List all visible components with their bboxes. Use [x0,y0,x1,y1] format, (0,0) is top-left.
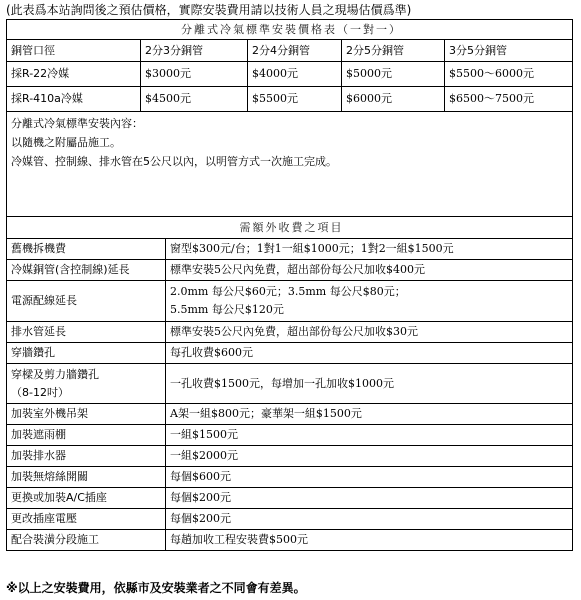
fee-price-text: 每趟加收工程安裝費$500元 [170,533,308,546]
extra-fee-title: 需額外收費之項目 [7,217,573,239]
fee-price-text: 5.5mm 每公尺$120元 [170,303,284,316]
price-cell: $6500～7500元 [445,87,573,112]
extra-fee-row [7,446,573,467]
fee-price-cell [166,467,573,488]
fee-price-cell [166,530,573,551]
standard-install-notes [7,112,573,217]
fee-item-label: 加裝排水器 [11,449,66,462]
header-cell: 2分5分銅管 [342,40,445,62]
extra-fee-row [7,322,573,343]
fee-item-cell [7,404,166,425]
fee-item-cell [7,343,166,364]
fee-price-cell [166,446,573,467]
fee-item-cell [7,467,166,488]
fee-item-cell [7,425,166,446]
fee-price-text: 標準安裝5公尺內免費，超出部份每公尺加收$30元 [170,325,418,338]
fee-item-label: 排水管延長 [11,325,66,338]
fee-item-label: （8-12吋） [11,385,69,399]
fee-item-label: 穿樑及剪力牆鑽孔 [11,367,99,381]
price-table [6,19,573,217]
fee-price-text: 一孔收費$1500元，每增加一孔加收$1000元 [170,376,394,390]
fee-item-cell [7,446,166,467]
fee-price-text: A架一組$800元；豪華架一組$1500元 [170,407,362,420]
fee-item-cell [7,364,166,404]
extra-fee-table [6,216,573,551]
fee-item-label: 更換或加裝A/C插座 [11,491,107,504]
fee-price-text: 每個$200元 [170,491,231,504]
fee-price-text: 標準安裝5公尺內免費，超出部份每公尺加收$400元 [170,263,425,276]
extra-fee-row [7,425,573,446]
fee-item-cell [7,322,166,343]
note-line: 以隨機之附屬品施工。 [11,136,121,149]
fee-price-text: 窗型$300元/台；1對1一組$1000元；1對2一組$1500元 [170,242,454,255]
fee-price-cell [166,509,573,530]
header-cell: 2分3分銅管 [141,40,248,62]
price-cell: $4500元 [141,87,248,112]
fee-item-label: 冷媒銅管(含控制線)延長 [11,263,130,276]
fee-price-cell [166,425,573,446]
bottom-note: ※以上之安裝費用，依縣市及安裝業者之不同會有差異。 [6,581,306,595]
note-line: 冷媒管、控制線、排水管在5公尺以內，以明管方式一次施工完成。 [11,155,337,168]
extra-fee-row [7,364,573,404]
refrigerant-cell: 採R-22冷媒 [7,62,141,87]
fee-item-cell [7,281,166,322]
extra-fee-row [7,239,573,260]
price-table-header-row [7,40,573,62]
fee-price-text: 每個$200元 [170,512,231,525]
price-cell: $4000元 [248,62,342,87]
fee-item-cell [7,530,166,551]
price-cell: $5000元 [342,62,445,87]
header-cell: 2分4分銅管 [248,40,342,62]
fee-item-label: 配合裝潢分段施工 [11,533,99,546]
fee-price-cell [166,322,573,343]
extra-fee-row [7,530,573,551]
fee-price-cell [166,404,573,425]
extra-fee-row [7,343,573,364]
fee-item-label: 舊機拆機費 [11,242,66,255]
fee-item-cell [7,239,166,260]
extra-fee-row [7,488,573,509]
top-note: (此表爲本站詢問後之預估價格，實際安裝費用請以技術人員之現場估價爲準) [6,3,412,17]
price-cell: $6000元 [342,87,445,112]
fee-price-text: 一組$2000元 [170,449,238,462]
fee-price-cell [166,281,573,322]
price-table-title: 分離式冷氣標準安裝價格表（一對一） [7,20,573,40]
price-row-r22 [7,62,573,87]
price-cell: $5500元 [248,87,342,112]
fee-price-text: 一組$1500元 [170,428,238,441]
fee-item-label: 加裝無熔絲開關 [11,470,88,483]
extra-fee-row [7,260,573,281]
header-cell: 銅管口徑 [7,40,141,62]
price-cell: $5500～6000元 [445,62,573,87]
fee-item-label: 加裝遮雨棚 [11,428,66,441]
fee-price-text: 每個$600元 [170,470,231,483]
fee-item-label: 穿牆鑽孔 [11,346,55,359]
fee-item-cell [7,488,166,509]
note-line: 分離式冷氣標準安裝內容： [11,117,143,130]
price-cell: $3000元 [141,62,248,87]
fee-item-label: 電源配線延長 [11,294,77,307]
fee-price-cell [166,488,573,509]
extra-fee-row [7,281,573,322]
fee-price-cell [166,343,573,364]
price-row-r410a [7,87,573,112]
fee-price-cell [166,364,573,404]
extra-fee-row [7,467,573,488]
fee-price-text: 2.0mm 每公尺$60元；3.5mm 每公尺$80元； [170,285,406,298]
fee-item-cell [7,509,166,530]
extra-fee-row [7,509,573,530]
refrigerant-cell: 採R-410a冷媒 [7,87,141,112]
fee-price-cell [166,260,573,281]
fee-price-cell [166,239,573,260]
fee-item-label: 加裝室外機吊架 [11,407,88,420]
header-cell: 3分5分銅管 [445,40,573,62]
fee-item-cell [7,260,166,281]
fee-price-text: 每孔收費$600元 [170,346,253,359]
extra-fee-row [7,404,573,425]
fee-item-label: 更改插座電壓 [11,512,77,525]
